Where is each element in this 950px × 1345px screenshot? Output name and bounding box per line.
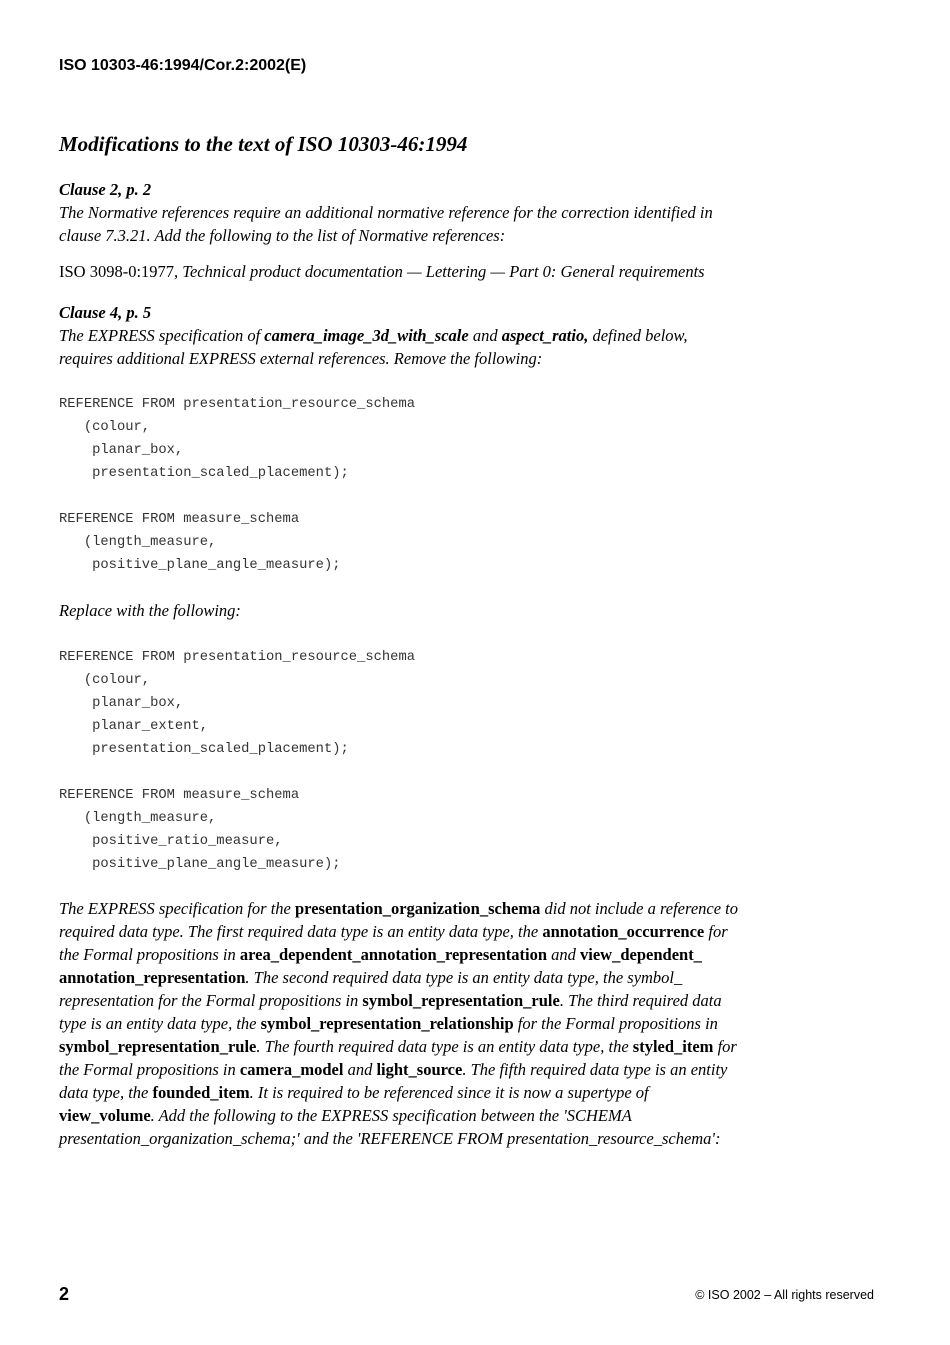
page-number: 2 <box>59 1284 70 1304</box>
paragraph-line: annotation_representation. The second required data type is an entity data type, the symbol_ <box>59 968 683 987</box>
paragraph-line: The EXPRESS specification for the presentation_organization_schema did not include a reference to <box>59 899 738 918</box>
reference-title: , Technical product documentation — Lettering — Part 0: General requirements <box>174 262 705 281</box>
entity-name: view_dependent_ <box>580 945 702 964</box>
entity-name: camera_model <box>239 1060 344 1079</box>
entity-name: camera_image_3d_with_scale <box>264 326 469 345</box>
clause-2-text-line: The Normative references require an additional normative reference for the correction identified in <box>59 203 713 222</box>
clause-4-heading: Clause 4, p. 5 <box>59 303 152 322</box>
entity-name: view_volume <box>59 1106 151 1125</box>
entity-name: aspect_ratio, <box>501 326 589 345</box>
entity-name: area_dependent_annotation_representation <box>239 945 548 964</box>
paragraph-line: required data type. The first required data type is an entity data type, the annotation_occurrence for <box>59 922 728 941</box>
paragraph-line: symbol_representation_rule. The fourth required data type is an entity data type, the styled_item for <box>59 1037 737 1056</box>
clause-2-text-line: clause 7.3.21. Add the following to the list of Normative references: <box>59 226 506 245</box>
entity-name: annotation_representation <box>59 968 246 987</box>
entity-name: symbol_representation_relationship <box>260 1014 514 1033</box>
entity-name: annotation_occurrence <box>542 922 705 941</box>
replace-instruction: Replace with the following: <box>59 601 241 620</box>
replace-code-block: REFERENCE FROM presentation_resource_schema (colour, planar_box, planar_extent, presentation_scaled_placement); REFERENCE FROM measure_schema (length_measure, positive_ratio_measure, positive_plane_angle_measure); <box>59 650 416 872</box>
normative-reference-entry <box>59 260 705 283</box>
paragraph-line: view_volume. Add the following to the EXPRESS specification between the 'SCHEMA <box>59 1106 632 1125</box>
entity-name: light_source <box>376 1060 463 1079</box>
clause-4-text-line: requires additional EXPRESS external references. Remove the following: <box>59 349 543 368</box>
clause-4-block <box>59 301 687 370</box>
paragraph-line: representation for the Formal propositions in symbol_representation_rule. The third required data <box>59 991 722 1010</box>
clause-2-block <box>59 178 713 247</box>
standard-header: ISO 10303-46:1994/Cor.2:2002(E) <box>59 57 307 74</box>
entity-name: symbol_representation_rule <box>362 991 560 1010</box>
paragraph-line: type is an entity data type, the symbol_representation_relationship for the Formal propositions in <box>59 1014 718 1033</box>
paragraph-line: the Formal propositions in camera_model and light_source. The fifth required data type is an entity <box>59 1060 728 1079</box>
copyright-notice: © ISO 2002 – All rights reserved <box>695 1288 874 1302</box>
entity-name: styled_item <box>632 1037 714 1056</box>
paragraph-line: data type, the founded_item. It is required to be referenced since it is now a supertype of <box>59 1083 649 1102</box>
schema-paragraph <box>59 897 738 1150</box>
entity-name: presentation_organization_schema <box>295 899 541 918</box>
paragraph-line: presentation_organization_schema;' and the 'REFERENCE FROM presentation_resource_schema': <box>59 1129 721 1148</box>
clause-2-heading: Clause 2, p. 2 <box>59 180 152 199</box>
remove-code-block: REFERENCE FROM presentation_resource_schema (colour, planar_box, presentation_scaled_placement); REFERENCE FROM measure_schema (length_measure, positive_plane_angle_measure); <box>59 397 416 573</box>
section-title: Modifications to the text of ISO 10303-46:1994 <box>59 132 468 156</box>
reference-id: ISO 3098-0:1977 <box>59 262 175 281</box>
paragraph-line: the Formal propositions in area_dependent_annotation_representation and view_dependent_ <box>59 945 702 964</box>
entity-name: founded_item <box>152 1083 250 1102</box>
clause-4-text-line: The EXPRESS specification of camera_image_3d_with_scale and aspect_ratio, defined below, <box>59 326 688 345</box>
entity-name: symbol_representation_rule <box>59 1037 257 1056</box>
